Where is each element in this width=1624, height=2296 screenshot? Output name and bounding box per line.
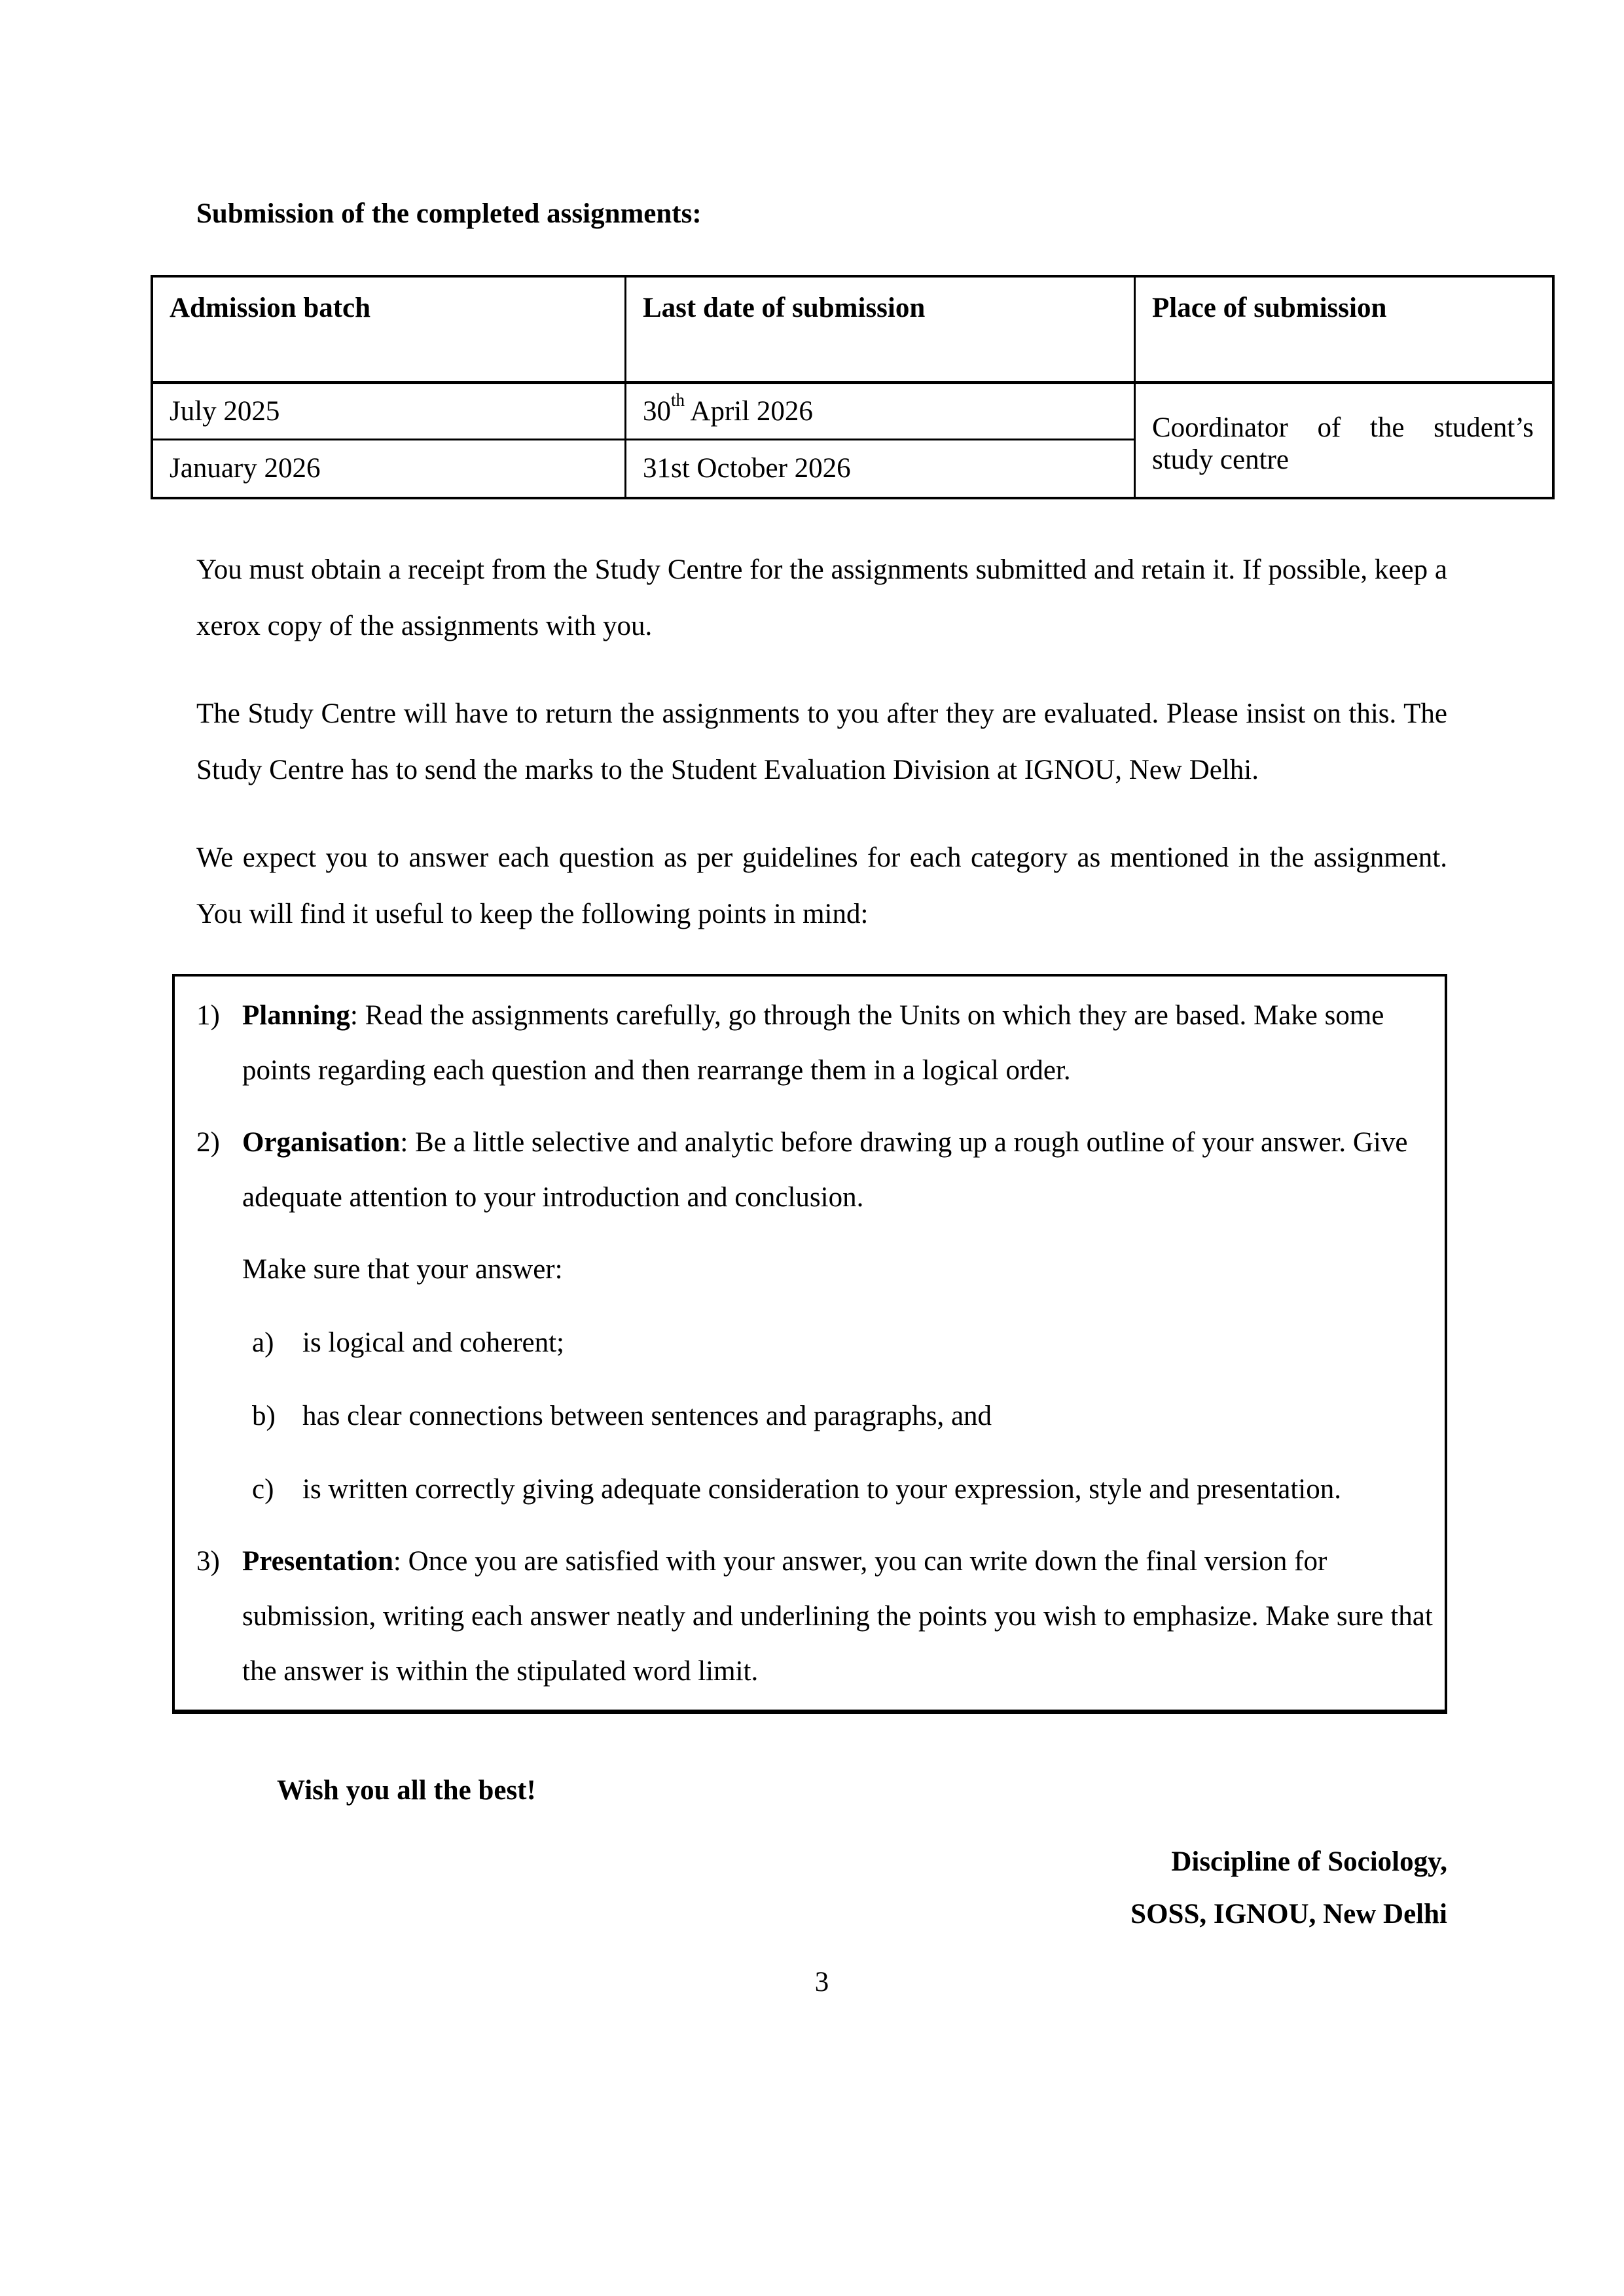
sub-list-item-c	[252, 1462, 1435, 1517]
sub-list-text: is logical and coherent;	[302, 1327, 564, 1358]
section-heading: Submission of the completed assignments:	[196, 198, 702, 229]
list-item-description: : Read the assignments carefully, go through the Units on which they are based. Make some points regarding each question and then rearrange them in a logical order.	[242, 1000, 1384, 1086]
table-header-row	[152, 276, 1553, 383]
list-item-body	[242, 1534, 1435, 1699]
date-month-year: April 2026	[685, 395, 813, 427]
sub-list-text: has clear connections between sentences and paragraphs, and	[302, 1401, 992, 1431]
page-number: 3	[814, 1967, 829, 1998]
sub-list-item-b	[252, 1389, 1435, 1444]
list-item-body	[242, 1115, 1435, 1517]
list-item-label: Planning	[242, 1000, 350, 1031]
signoff-school: SOSS, IGNOU, New Delhi	[1130, 1899, 1447, 1929]
list-item-note: Make sure that your answer:	[242, 1254, 563, 1285]
list-item-body	[242, 988, 1435, 1098]
sub-list-item-a	[252, 1316, 1435, 1371]
guidelines-box	[172, 974, 1447, 1714]
cell-last-date-july	[626, 383, 1135, 440]
list-item-text	[242, 1534, 1435, 1699]
table-row	[152, 383, 1553, 440]
date-ordinal-suffix: th	[671, 389, 685, 410]
sub-list-letter: c)	[252, 1474, 274, 1505]
wish-line: Wish you all the best!	[277, 1775, 536, 1806]
submission-table	[151, 275, 1555, 499]
paragraph-receipt: You must obtain a receipt from the Study Centre for the assignments submitted and retain it. If possible, keep a xerox copy of the assignments with you.	[196, 554, 1447, 641]
date-day: 30	[643, 395, 671, 427]
list-item-planning	[196, 988, 1435, 1098]
cell-admission-batch-january: January 2026	[152, 440, 626, 499]
list-item-number: 1)	[196, 1000, 220, 1031]
list-item-presentation	[196, 1534, 1435, 1699]
list-item-description: : Once you are satisfied with your answer, you can write down the final version for submission, writing each answer neatly and underlining the points you wish to emphasize. Make sure that the answer is within the stipulated word limit.	[242, 1546, 1433, 1687]
sub-list-letter: a)	[252, 1327, 274, 1358]
sub-list-text: is written correctly giving adequate consideration to your expression, style and presentation.	[302, 1474, 1341, 1505]
sub-list-letter: b)	[252, 1401, 276, 1431]
cell-place-of-submission: Coordinator of the student’s study centre	[1135, 383, 1554, 499]
list-item-label: Presentation	[242, 1546, 393, 1577]
paragraph-guidelines-intro: We expect you to answer each question as per guidelines for each category as mentioned in the assignment. You will find it useful to keep the following points in mind:	[196, 842, 1447, 929]
list-item-description: : Be a little selective and analytic before drawing up a rough outline of your answer. Give adequate attention to your introduction and conclusion.	[242, 1127, 1408, 1213]
signoff-discipline: Discipline of Sociology,	[1171, 1846, 1447, 1877]
cell-admission-batch-july: July 2025	[152, 383, 626, 440]
column-header-last-date: Last date of submission	[626, 276, 1135, 383]
cell-last-date-january: 31st October 2026	[626, 440, 1135, 499]
paragraph-return-assignments: The Study Centre will have to return the assignments to you after they are evaluated. Please insist on this. The Study Centre has to send the marks to the Student Evaluation Division at IGNOU, New Delhi.	[196, 698, 1447, 785]
list-item-text	[242, 988, 1435, 1098]
column-header-admission-batch: Admission batch	[152, 276, 626, 383]
list-item-number: 3)	[196, 1546, 220, 1577]
list-item-number: 2)	[196, 1127, 220, 1158]
list-item-organisation	[196, 1115, 1435, 1517]
list-item-label: Organisation	[242, 1127, 401, 1158]
list-item-text	[242, 1115, 1435, 1225]
signoff-block	[196, 1836, 1447, 1941]
column-header-place: Place of submission	[1135, 276, 1554, 383]
